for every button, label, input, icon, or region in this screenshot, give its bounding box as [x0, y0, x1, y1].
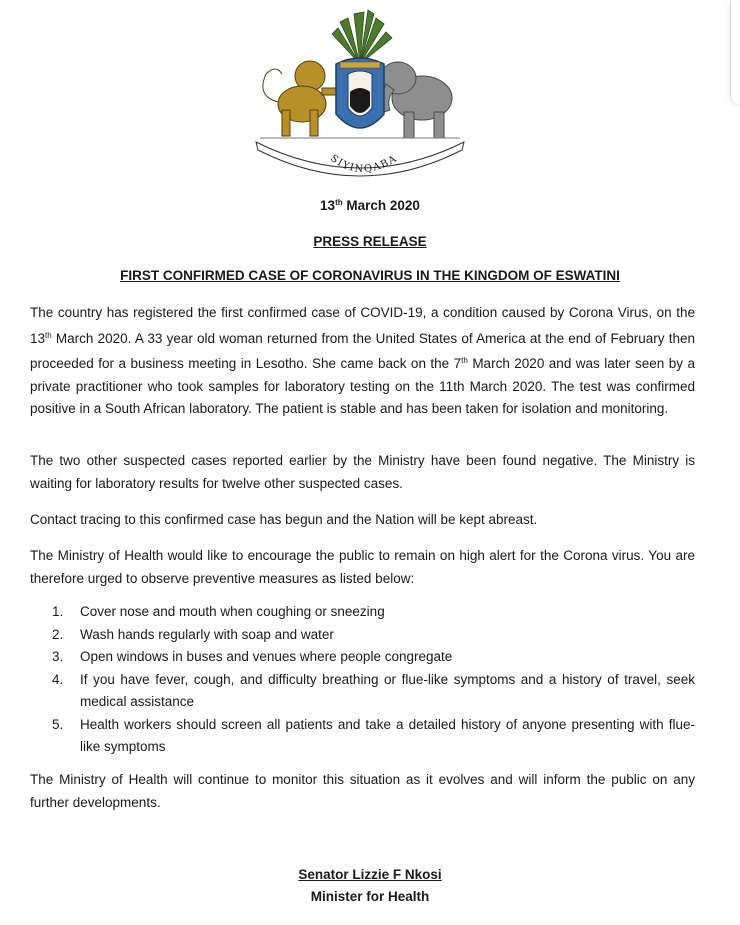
list-item: 4. If you have fever, cough, and difficulty breathing or flue-like symptoms and a history of travel, seek medical assistance	[52, 671, 695, 709]
signatory-name: Senator Lizzie F Nkosi	[298, 867, 442, 882]
paragraph-contact-tracing: Contact tracing to this confirmed case has begun and the Nation will be kept abreast.	[30, 512, 538, 527]
list-item: 1. Cover nose and mouth when coughing or sneezing	[52, 604, 385, 619]
signatory-role: Minister for Health	[310, 889, 430, 904]
signature-block	[0, 864, 740, 908]
plume-crest	[332, 10, 392, 64]
page-edge-overlay	[730, 0, 740, 104]
paragraph-suspected-cases: The two other suspected cases reported earlier by the Ministry have been found negative. The Ministry is waiting for laboratory results for twelve other suspected cases.	[30, 453, 695, 491]
preventive-measures-list	[52, 601, 695, 759]
shield-emblem	[336, 58, 384, 128]
release-date: 13th March 2020	[320, 198, 420, 213]
list-item: 2. Wash hands regularly with soap and water	[52, 626, 334, 642]
paragraph-first-case: The country has registered the first confirmed case of COVID-19, a condition caused by Corona Virus, on the 13th March 2020. A 33 year old woman returned from the United States of America at the end of February then proceeded for a business meeting in Lesotho. She came back on the 7th March 2020 and was later seen by a private practitioner who took samples for laboratory testing on the 11th March 2020. The test was confirmed positive in a South African laboratory. The patient is stable and has been taken for isolation and monitoring.	[30, 305, 695, 416]
lion-figure	[263, 61, 344, 136]
list-item: 3. Open windows in buses and venues where people congregate	[52, 649, 453, 664]
release-heading: FIRST CONFIRMED CASE OF CORONAVIRUS IN THE KINGDOM OF ESWATINI	[120, 268, 620, 283]
motto-text: SIYINQABA	[328, 152, 400, 176]
list-item: 5. Health workers should screen all patients and take a detailed history of anyone presenting with flue-like symptoms	[52, 716, 695, 754]
paragraph-high-alert: The Ministry of Health would like to encourage the public to remain on high alert for the Corona virus. You are therefore urged to observe preventive measures as listed below:	[30, 548, 695, 586]
paragraph-monitoring: The Ministry of Health will continue to monitor this situation as it evolves and will inform the public on any further developments.	[30, 772, 695, 810]
elephant-figure	[380, 62, 452, 138]
coat-of-arms-logo	[236, 4, 484, 188]
press-release-title: PRESS RELEASE	[313, 234, 427, 249]
